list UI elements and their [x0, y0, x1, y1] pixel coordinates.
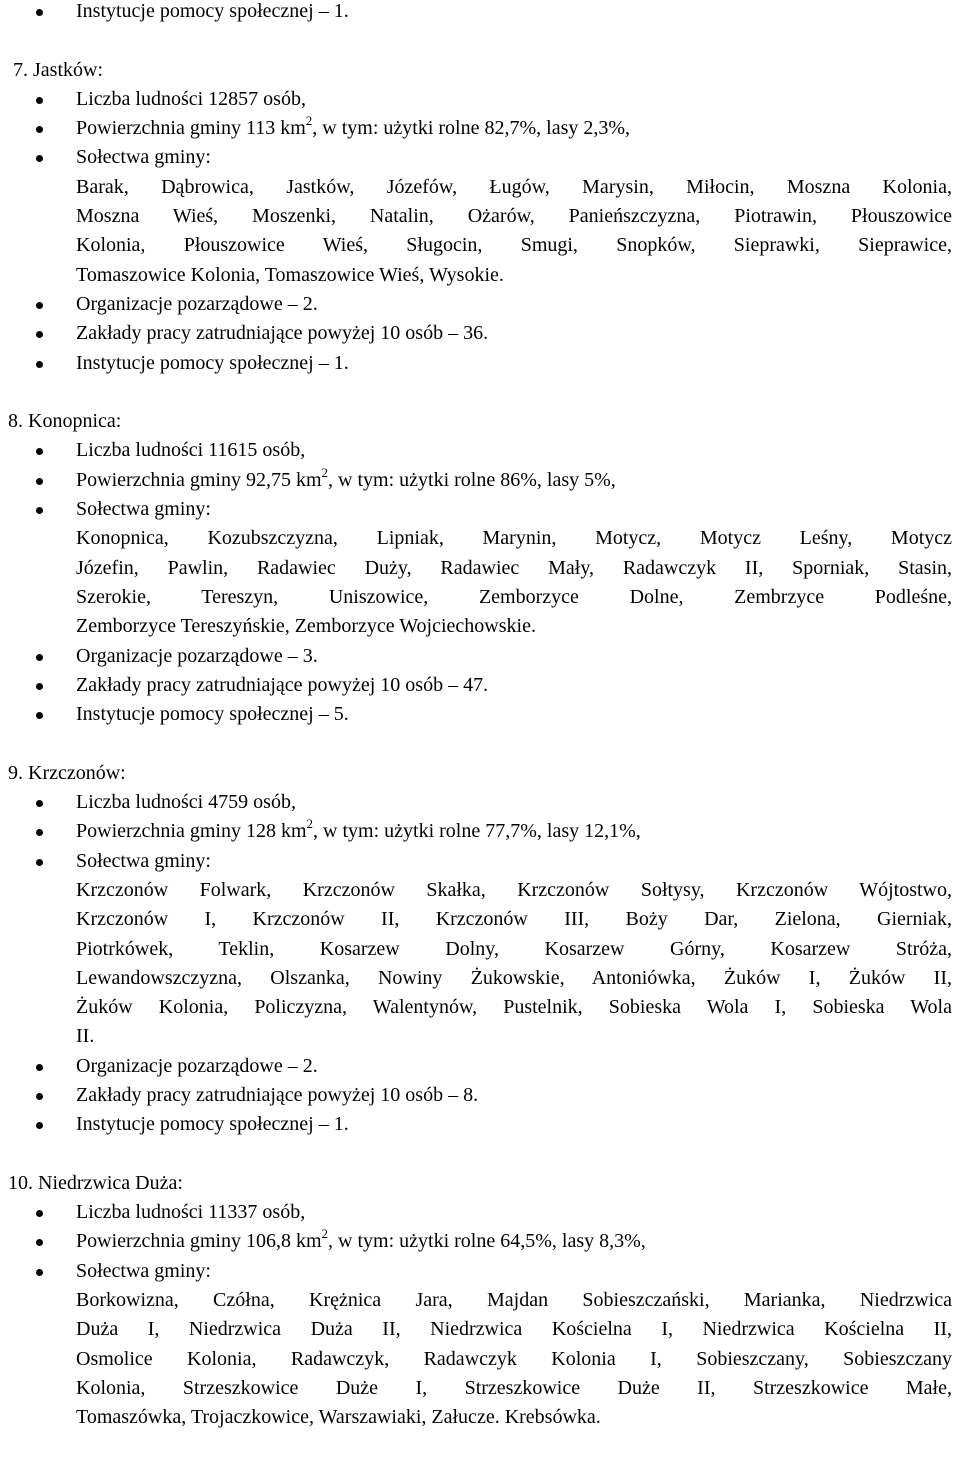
bullet-icon — [36, 829, 43, 836]
solectwa-line: Borkowizna, Czółna, Krężnica Jara, Majdan Sobieszczański, Marianka, Niedrzwica — [76, 1289, 952, 1312]
list-item-social-aid — [0, 0, 960, 26]
bullet-icon — [36, 155, 43, 162]
section-konopnica — [0, 407, 960, 729]
bullet-icon — [36, 507, 43, 514]
bullet-icon — [36, 1269, 43, 1276]
list-item-ngo: Organizacje pozarządowe – 3. — [0, 642, 960, 671]
bullet-icon — [36, 126, 43, 133]
paragraph-gap — [0, 1140, 960, 1169]
bullet-icon — [36, 448, 43, 455]
solectwa-line: Konopnica, Kozubszczyzna, Lipniak, Marynin, Motycz, Motycz Leśny, Motycz — [76, 527, 952, 550]
paragraph-gap — [0, 26, 960, 55]
section-heading: 8. Konopnica: — [8, 410, 122, 433]
list-item-area: Powierzchnia gminy 128 $km^2$, w tym: użytki rolne 77,7%, lasy 12,1%, — [0, 817, 960, 846]
list-item-solectwa: Sołectwa gminy: — [0, 495, 960, 524]
bullet-icon — [36, 331, 43, 338]
bullet-icon — [36, 97, 43, 104]
solectwa-line: Duża I, Niedrzwica Duża II, Niedrzwica Kościelna I, Niedrzwica Kościelna II, — [76, 1318, 952, 1341]
bullet-icon — [36, 800, 43, 807]
solectwa-line: Żuków Kolonia, Policzyzna, Walentynów, Pustelnik, Sobieska Wola I, Sobieska Wola — [76, 996, 952, 1019]
list-item-population: Liczba ludności 4759 osób, — [0, 788, 960, 817]
list-item-employers: Zakłady pracy zatrudniające powyżej 10 osób – 47. — [0, 671, 960, 700]
list-item-area: Powierzchnia gminy 113 $km^2$, w tym: użytki rolne 82,7%, lasy 2,3%, — [0, 114, 960, 143]
social-aid-text: Instytucje pomocy społecznej – 1. — [76, 0, 349, 22]
section-krzczonow — [0, 759, 960, 1140]
solectwa-line: Kolonia, Strzeszkowice Duże I, Strzeszkowice Duże II, Strzeszkowice Małe, — [76, 1376, 952, 1399]
solectwa-line: Tomaszowice Kolonia, Tomaszowice Wieś, Wysokie. — [76, 263, 504, 286]
list-item-population: Liczba ludności 11337 osób, — [0, 1198, 960, 1227]
bullet-icon — [36, 654, 43, 661]
solectwa-line: Barak, Dąbrowica, Jastków, Józefów, Ługów, Marysin, Miłocin, Moszna Kolonia, — [76, 175, 952, 198]
bullet-icon — [36, 302, 43, 309]
bullet-icon — [36, 859, 43, 866]
solectwa-line: Krzczonów I, Krzczonów II, Krzczonów III, Boży Dar, Zielona, Gierniak, — [76, 908, 952, 931]
list-item-solectwa: Sołectwa gminy: — [0, 847, 960, 876]
solectwa-line: Szerokie, Tereszyn, Uniszowice, Zemborzyce Dolne, Zembrzyce Podleśne, — [76, 585, 952, 608]
list-item-ngo: Organizacje pozarządowe – 2. — [0, 290, 960, 319]
section-jastkow — [0, 56, 960, 378]
paragraph-gap — [0, 378, 960, 407]
bullet-icon — [36, 712, 43, 719]
section-niedrzwica-duza — [0, 1169, 960, 1433]
list-item-social-aid: Instytucje pomocy społecznej – 5. — [0, 700, 960, 729]
section-heading: 10. Niedrzwica Duża: — [8, 1171, 183, 1194]
list-item-social-aid: Instytucje pomocy społecznej – 1. — [0, 1110, 960, 1139]
bullet-icon — [36, 361, 43, 368]
solectwa-line: Moszna Wieś, Moszenki, Natalin, Ożarów, Panieńszczyzna, Piotrawin, Płouszowice — [76, 205, 952, 228]
solectwa-line: Kolonia, Płouszowice Wieś, Sługocin, Smugi, Snopków, Sieprawki, Sieprawice, — [76, 234, 952, 257]
section-heading: 9. Krzczonów: — [8, 761, 126, 784]
list-item-social-aid: Instytucje pomocy społecznej – 1. — [0, 349, 960, 378]
list-item-ngo: Organizacje pozarządowe – 2. — [0, 1052, 960, 1081]
bullet-icon — [36, 1093, 43, 1100]
bullet-icon — [36, 9, 43, 16]
list-item-solectwa: Sołectwa gminy: — [0, 143, 960, 172]
solectwa-line: Józefin, Pawlin, Radawiec Duży, Radawiec Mały, Radawczyk II, Sporniak, Stasin, — [76, 556, 952, 579]
solectwa-line: Piotrkówek, Teklin, Kosarzew Dolny, Kosarzew Górny, Kosarzew Stróża, — [76, 937, 952, 960]
list-item-solectwa: Sołectwa gminy: — [0, 1257, 960, 1286]
list-item-area: Powierzchnia gminy 92,75 $km^2$, w tym: użytki rolne 86%, lasy 5%, — [0, 466, 960, 495]
bullet-icon — [36, 1210, 43, 1217]
paragraph-gap — [0, 729, 960, 758]
solectwa-line: Tomaszówka, Trojaczkowice, Warszawiaki, Załucze. Krebsówka. — [76, 1406, 601, 1429]
solectwa-line: Osmolice Kolonia, Radawczyk, Radawczyk Kolonia I, Sobieszczany, Sobieszczany — [76, 1347, 952, 1370]
bullet-icon — [36, 1122, 43, 1129]
list-item-population: Liczba ludności 11615 osób, — [0, 436, 960, 465]
list-item-employers: Zakłady pracy zatrudniające powyżej 10 osób – 36. — [0, 319, 960, 348]
bullet-icon — [36, 1064, 43, 1071]
solectwa-line: Zemborzyce Tereszyńskie, Zemborzyce Wojciechowskie. — [76, 615, 536, 638]
section-heading: 7. Jastków: — [13, 58, 103, 81]
solectwa-line: Krzczonów Folwark, Krzczonów Skałka, Krzczonów Sołtysy, Krzczonów Wójtostwo, — [76, 878, 952, 901]
list-item-population: Liczba ludności 12857 osób, — [0, 85, 960, 114]
bullet-icon — [36, 683, 43, 690]
bullet-icon — [36, 478, 43, 485]
list-item-area: Powierzchnia gminy 106,8 $km^2$, w tym: użytki rolne 64,5%, lasy 8,3%, — [0, 1227, 960, 1256]
bullet-icon — [36, 1239, 43, 1246]
solectwa-line: II. — [76, 1025, 95, 1048]
list-item-employers: Zakłady pracy zatrudniające powyżej 10 osób – 8. — [0, 1081, 960, 1110]
solectwa-line: Lewandowszczyzna, Olszanka, Nowiny Żukowskie, Antoniówka, Żuków I, Żuków II, — [76, 966, 952, 989]
